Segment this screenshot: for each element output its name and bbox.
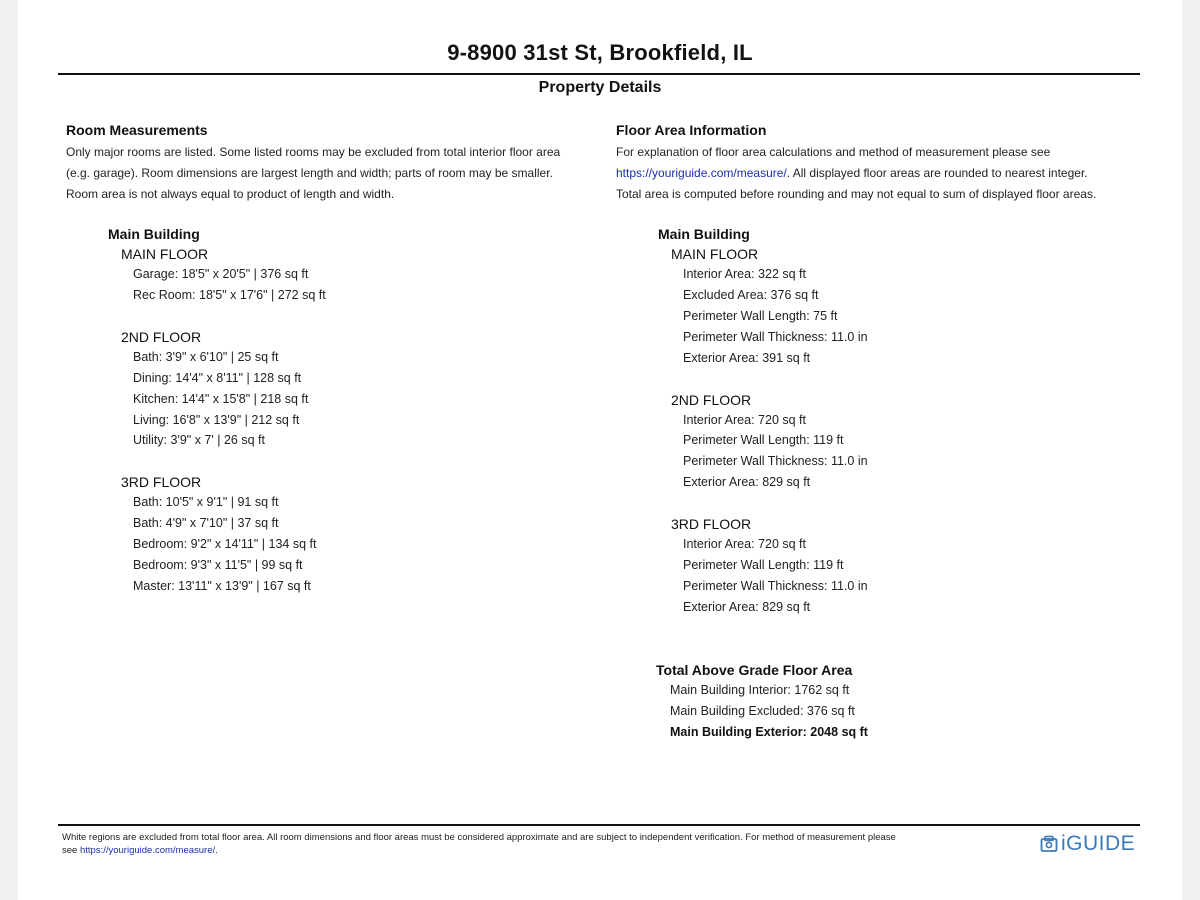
room-item: Garage: 18'5" x 20'5" | 376 sq ft (133, 267, 309, 281)
total-interior: Main Building Interior: 1762 sq ft (670, 682, 850, 697)
iguide-logo (1040, 832, 1135, 856)
room-item: Rec Room: 18'5" x 17'6" | 272 sq ft (133, 287, 326, 302)
building-name: Main Building (658, 226, 750, 242)
page-subtitle: Property Details (538, 79, 662, 96)
floor-heading: 2ND FLOOR (671, 391, 752, 408)
room-item: Bedroom: 9'2" x 14'11" | 134 sq ft (133, 537, 317, 552)
iguide-logo-text: iGUIDE (1061, 832, 1136, 855)
page-title: 9-8900 31st St, Brookfield, IL (447, 40, 753, 65)
floor-heading: MAIN FLOOR (671, 246, 759, 262)
area-item: Perimeter Wall Thickness: 11.0 in (683, 454, 868, 469)
area-item: Perimeter Wall Thickness: 11.0 in (683, 329, 868, 344)
iguide-logo-icon (1040, 835, 1058, 853)
floor-area-note-line: For explanation of floor area calculations and method of measurement please see (616, 145, 1051, 159)
room-item: Utility: 3'9" x 7' | 26 sq ft (133, 433, 265, 448)
room-item: Living: 16'8" x 13'9" | 212 sq ft (133, 412, 300, 427)
room-note-line: (e.g. garage). Room dimensions are largest length and width; parts of room may be smaller. (66, 166, 553, 180)
room-item: Bath: 4'9" x 7'10" | 37 sq ft (133, 516, 279, 531)
area-item: Exterior Area: 829 sq ft (683, 599, 811, 614)
total-excluded: Main Building Excluded: 376 sq ft (670, 703, 855, 718)
floor-heading: 3RD FLOOR (121, 474, 202, 491)
area-item: Perimeter Wall Length: 75 ft (683, 308, 838, 323)
footer-line (62, 844, 992, 857)
floor-area-note-text: . All displayed floor areas are rounded to nearest integer. (786, 166, 1088, 180)
room-item: Master: 13'11" x 13'9" | 167 sq ft (133, 578, 311, 593)
total-area-title: Total Above Grade Floor Area (656, 661, 853, 678)
floor-area-section (616, 121, 1156, 743)
building-name: Main Building (108, 226, 200, 242)
footer-text: . (215, 845, 218, 856)
room-item: Dining: 14'4" x 8'11" | 128 sq ft (133, 370, 302, 385)
room-item: Bath: 10'5" x 9'1" | 91 sq ft (133, 495, 279, 510)
area-item: Interior Area: 322 sq ft (683, 267, 806, 281)
room-measurements-title: Room Measurements (66, 122, 208, 138)
footer-disclaimer (62, 831, 992, 857)
room-measurements-section (66, 121, 596, 597)
measure-link[interactable]: https://youriguide.com/measure/ (616, 166, 787, 180)
top-divider (58, 73, 1140, 75)
room-note-line: Room area is not always equal to product of length and width. (66, 187, 395, 201)
floor-area-note-line (616, 163, 1156, 184)
floor-heading: MAIN FLOOR (121, 246, 209, 262)
floor-area-title: Floor Area Information (616, 122, 767, 138)
room-item: Bath: 3'9" x 6'10" | 25 sq ft (133, 349, 279, 364)
room-item: Bedroom: 9'3" x 11'5" | 99 sq ft (133, 558, 303, 573)
bottom-divider (58, 824, 1140, 826)
room-note-line: Only major rooms are listed. Some listed rooms may be excluded from total interior floor area (66, 145, 561, 159)
area-item: Excluded Area: 376 sq ft (683, 287, 819, 302)
floor-area-note-line: Total area is computed before rounding and may not equal to sum of displayed floor areas. (616, 187, 1097, 201)
area-item: Perimeter Wall Length: 119 ft (683, 433, 844, 448)
room-item: Kitchen: 14'4" x 15'8" | 218 sq ft (133, 391, 309, 406)
area-item: Exterior Area: 391 sq ft (683, 350, 811, 365)
total-exterior: Main Building Exterior: 2048 sq ft (670, 724, 868, 739)
area-item: Perimeter Wall Length: 119 ft (683, 558, 844, 573)
floor-heading: 2ND FLOOR (121, 328, 202, 345)
room-tree (66, 224, 596, 597)
area-item: Exterior Area: 829 sq ft (683, 475, 811, 490)
footer-measure-link[interactable]: https://youriguide.com/measure/ (79, 845, 216, 856)
footer-line: White regions are excluded from total floor area. All room dimensions and floor areas must be considered approximate and are subject to independent verification. For method of measurement please (62, 832, 896, 843)
floor-area-tree (616, 224, 1156, 743)
area-item: Interior Area: 720 sq ft (683, 537, 806, 552)
area-item: Interior Area: 720 sq ft (683, 412, 806, 427)
floor-heading: 3RD FLOOR (671, 516, 752, 533)
area-item: Perimeter Wall Thickness: 11.0 in (683, 578, 868, 593)
footer-text: see (62, 845, 80, 856)
